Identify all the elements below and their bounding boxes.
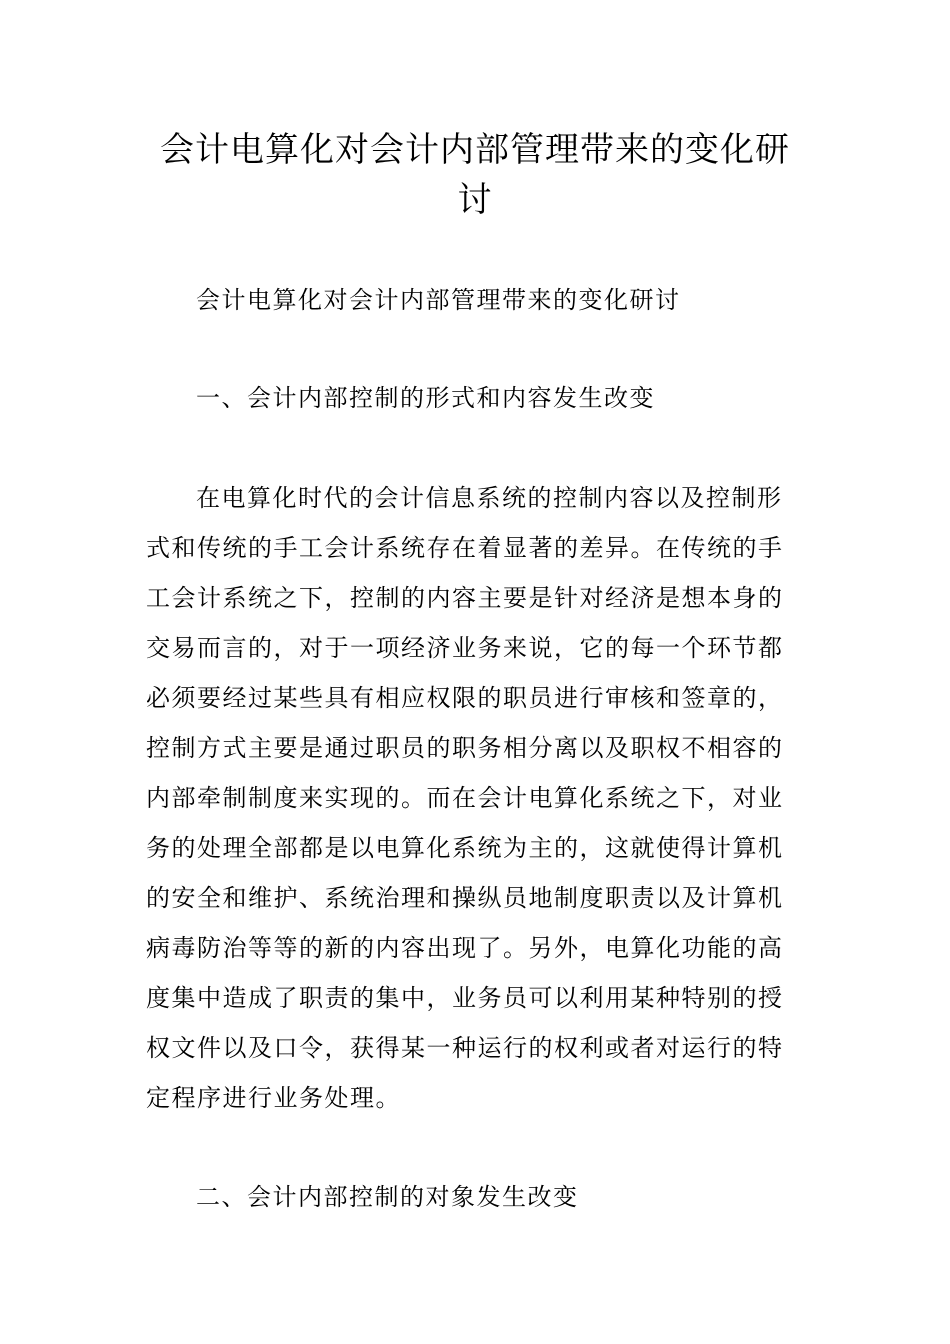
section-1-heading: 一、会计内部控制的形式和内容发生改变 (196, 384, 655, 412)
paragraph-line: 定程序进行业务处理。 (146, 1084, 401, 1112)
document-title (150, 125, 800, 225)
section-2-heading: 二、会计内部控制的对象发生改变 (196, 1183, 579, 1211)
paragraph-line: 内部牵制制度来实现的。而在会计电算化系统之下，对业 (146, 784, 784, 812)
paragraph-line: 交易而言的，对于一项经济业务来说，它的每一个环节都 (146, 634, 784, 662)
paragraph-line: 必须要经过某些具有相应权限的职员进行审核和签章的， (146, 684, 784, 712)
paragraph-line: 工会计系统之下，控制的内容主要是针对经济是想本身的 (146, 584, 784, 612)
paragraph-line: 务的处理全部都是以电算化系统为主的，这就使得计算机 (146, 834, 784, 862)
paragraph-line: 度集中造成了职责的集中，业务员可以利用某种特别的授 (146, 984, 784, 1012)
paragraph-line: 病毒防治等等的新的内容出现了。另外，电算化功能的高 (146, 934, 784, 962)
paragraph-line: 式和传统的手工会计系统存在着显著的差异。在传统的手 (146, 534, 784, 562)
document-subtitle: 会计电算化对会计内部管理带来的变化研讨 (196, 286, 681, 314)
paragraph-line: 的安全和维护、系统治理和操纵员地制度职责以及计算机 (146, 884, 784, 912)
paragraph-line: 控制方式主要是通过职员的职务相分离以及职权不相容的 (146, 734, 784, 762)
document-title-line-2: 讨 (457, 180, 493, 220)
document-title-line-1: 会计电算化对会计内部管理带来的变化研 (160, 130, 790, 170)
paragraph-line: 权文件以及口令，获得某一种运行的权利或者对运行的特 (146, 1034, 784, 1062)
paragraph-line: 在电算化时代的会计信息系统的控制内容以及控制形 (196, 484, 783, 512)
